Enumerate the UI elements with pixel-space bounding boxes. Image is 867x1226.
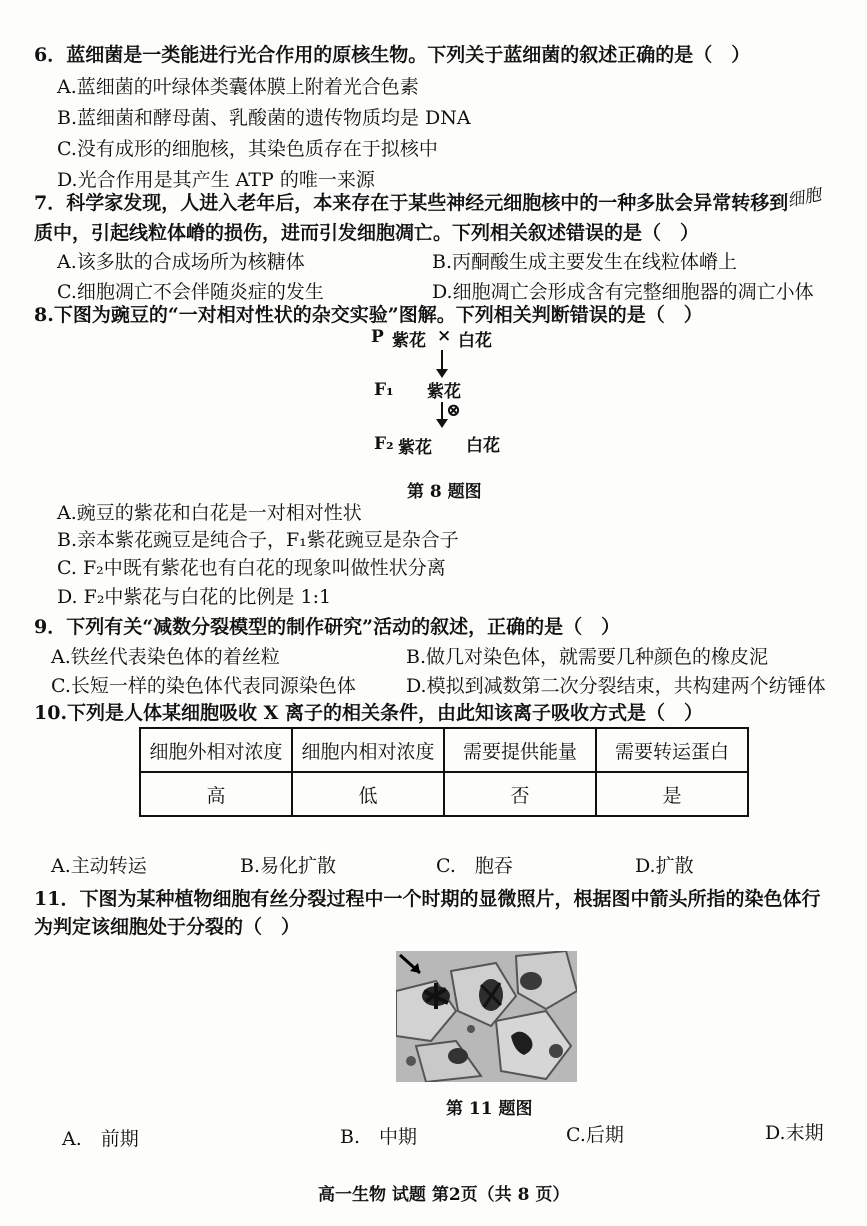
q11-option-a: A. 前期 xyxy=(62,1128,139,1150)
table-header-cell: 细胞外相对浓度 xyxy=(140,728,292,772)
q6-stem: 6．蓝细菌是一类能进行光合作用的原核生物。下列关于蓝细菌的叙述正确的是（ ） xyxy=(34,44,751,66)
q10-conditions-table xyxy=(139,727,749,817)
table-header-cell: 需要转运蛋白 xyxy=(596,728,748,772)
table-row xyxy=(140,772,748,816)
q9-option-a: A.铁丝代表染色体的着丝粒 xyxy=(51,646,280,668)
q6-option-c: C.没有成形的细胞核，其染色质存在于拟核中 xyxy=(57,138,438,160)
q11-figure-caption: 第 11 题图 xyxy=(446,1099,533,1119)
q10-option-a: A.主动转运 xyxy=(51,855,147,877)
q11-option-d: D.末期 xyxy=(765,1122,824,1144)
table-cell: 高 xyxy=(140,772,292,816)
q7-option-a: A.该多肽的合成场所为核糖体 xyxy=(57,251,305,273)
q6-option-a: A.蓝细菌的叶绿体类囊体膜上附着光合色素 xyxy=(57,76,419,98)
q8-f2-label: F₂ xyxy=(374,434,394,454)
q9-option-b: B.做几对染色体，就需要几种颜色的橡皮泥 xyxy=(406,646,769,668)
q10-option-c: C. 胞吞 xyxy=(436,855,513,877)
q11-micrograph-image xyxy=(396,951,577,1082)
q7-option-d: D.细胞凋亡会形成含有完整细胞器的凋亡小体 xyxy=(432,281,814,303)
table-header-cell: 需要提供能量 xyxy=(444,728,596,772)
page-footer: 高一生物 试题 第2页（共 8 页） xyxy=(318,1185,570,1205)
q8-f2-value1: 紫花 xyxy=(398,438,432,458)
q9-option-d: D.模拟到减数第二次分裂结束，共构建两个纺锤体 xyxy=(406,675,826,697)
table-cell: 否 xyxy=(444,772,596,816)
q8-option-c: C. F₂中既有紫花也有白花的现象叫做性状分离 xyxy=(57,557,446,579)
q8-stem: 8.下图为豌豆的“一对相对性状的杂交实验”图解。下列相关判断错误的是（ ） xyxy=(34,304,703,326)
q8-figure-caption: 第 8 题图 xyxy=(407,482,482,502)
table-header-row xyxy=(140,728,748,772)
q8-p-parent2: 白花 xyxy=(458,331,492,351)
q7-option-b: B.丙酮酸生成主要发生在线粒体嵴上 xyxy=(432,251,738,273)
q7-stem-line2: 质中，引起线粒体嵴的损伤，进而引发细胞凋亡。下列相关叙述错误的是（ ） xyxy=(34,222,700,244)
q8-down-arrow-2 xyxy=(441,402,443,426)
q10-option-d: D.扩散 xyxy=(635,855,694,877)
q8-f2-value2: 白花 xyxy=(466,436,500,456)
q8-option-d: D. F₂中紫花与白花的比例是 1:1 xyxy=(57,586,332,608)
q11-option-c: C.后期 xyxy=(566,1124,624,1146)
q11-stem-line1: 11．下图为某种植物细胞有丝分裂过程中一个时期的显微照片，根据图中箭头所指的染色体行 xyxy=(34,888,821,910)
q7-stem-text: 7．科学家发现，人进入老年后，本来存在于某些神经元细胞核中的一种多肽会异常转移到 xyxy=(34,192,789,214)
q6-option-d: D.光合作用是其产生 ATP 的唯一来源 xyxy=(57,169,375,191)
q10-stem: 10.下列是人体某细胞吸收 X 离子的相关条件，由此知该离子吸收方式是（ ） xyxy=(34,702,704,724)
q8-p-label: P xyxy=(371,327,384,347)
table-cell: 低 xyxy=(292,772,444,816)
q8-down-arrow-1 xyxy=(441,350,443,376)
q8-p-parent1: 紫花 xyxy=(392,331,426,351)
q11-stem-line2: 为判定该细胞处于分裂的（ ） xyxy=(34,916,301,938)
q8-selfing-icon: ⊗ xyxy=(446,400,462,421)
table-header-cell: 细胞内相对浓度 xyxy=(292,728,444,772)
q7-handwritten-note: 细胞 xyxy=(785,184,824,212)
q6-option-b: B.蓝细菌和酵母菌、乳酸菌的遗传物质均是 DNA xyxy=(57,107,471,129)
table-cell: 是 xyxy=(596,772,748,816)
q11-option-b: B. 中期 xyxy=(340,1126,418,1148)
q8-f1-value: 紫花 xyxy=(427,382,461,402)
q9-option-c: C.长短一样的染色体代表同源染色体 xyxy=(51,675,356,697)
q10-option-b: B.易化扩散 xyxy=(240,855,337,877)
q8-f1-label: F₁ xyxy=(374,380,394,400)
q8-option-b: B.亲本紫花豌豆是纯合子，F₁紫花豌豆是杂合子 xyxy=(57,529,459,551)
q8-cross-symbol: × xyxy=(437,326,452,346)
q9-stem: 9．下列有关“减数分裂模型的制作研究”活动的叙述，正确的是（ ） xyxy=(34,616,621,638)
q8-option-a: A.豌豆的紫花和白花是一对相对性状 xyxy=(57,502,362,524)
q7-option-c: C.细胞凋亡不会伴随炎症的发生 xyxy=(57,281,324,303)
q7-stem-line1 xyxy=(34,184,824,215)
